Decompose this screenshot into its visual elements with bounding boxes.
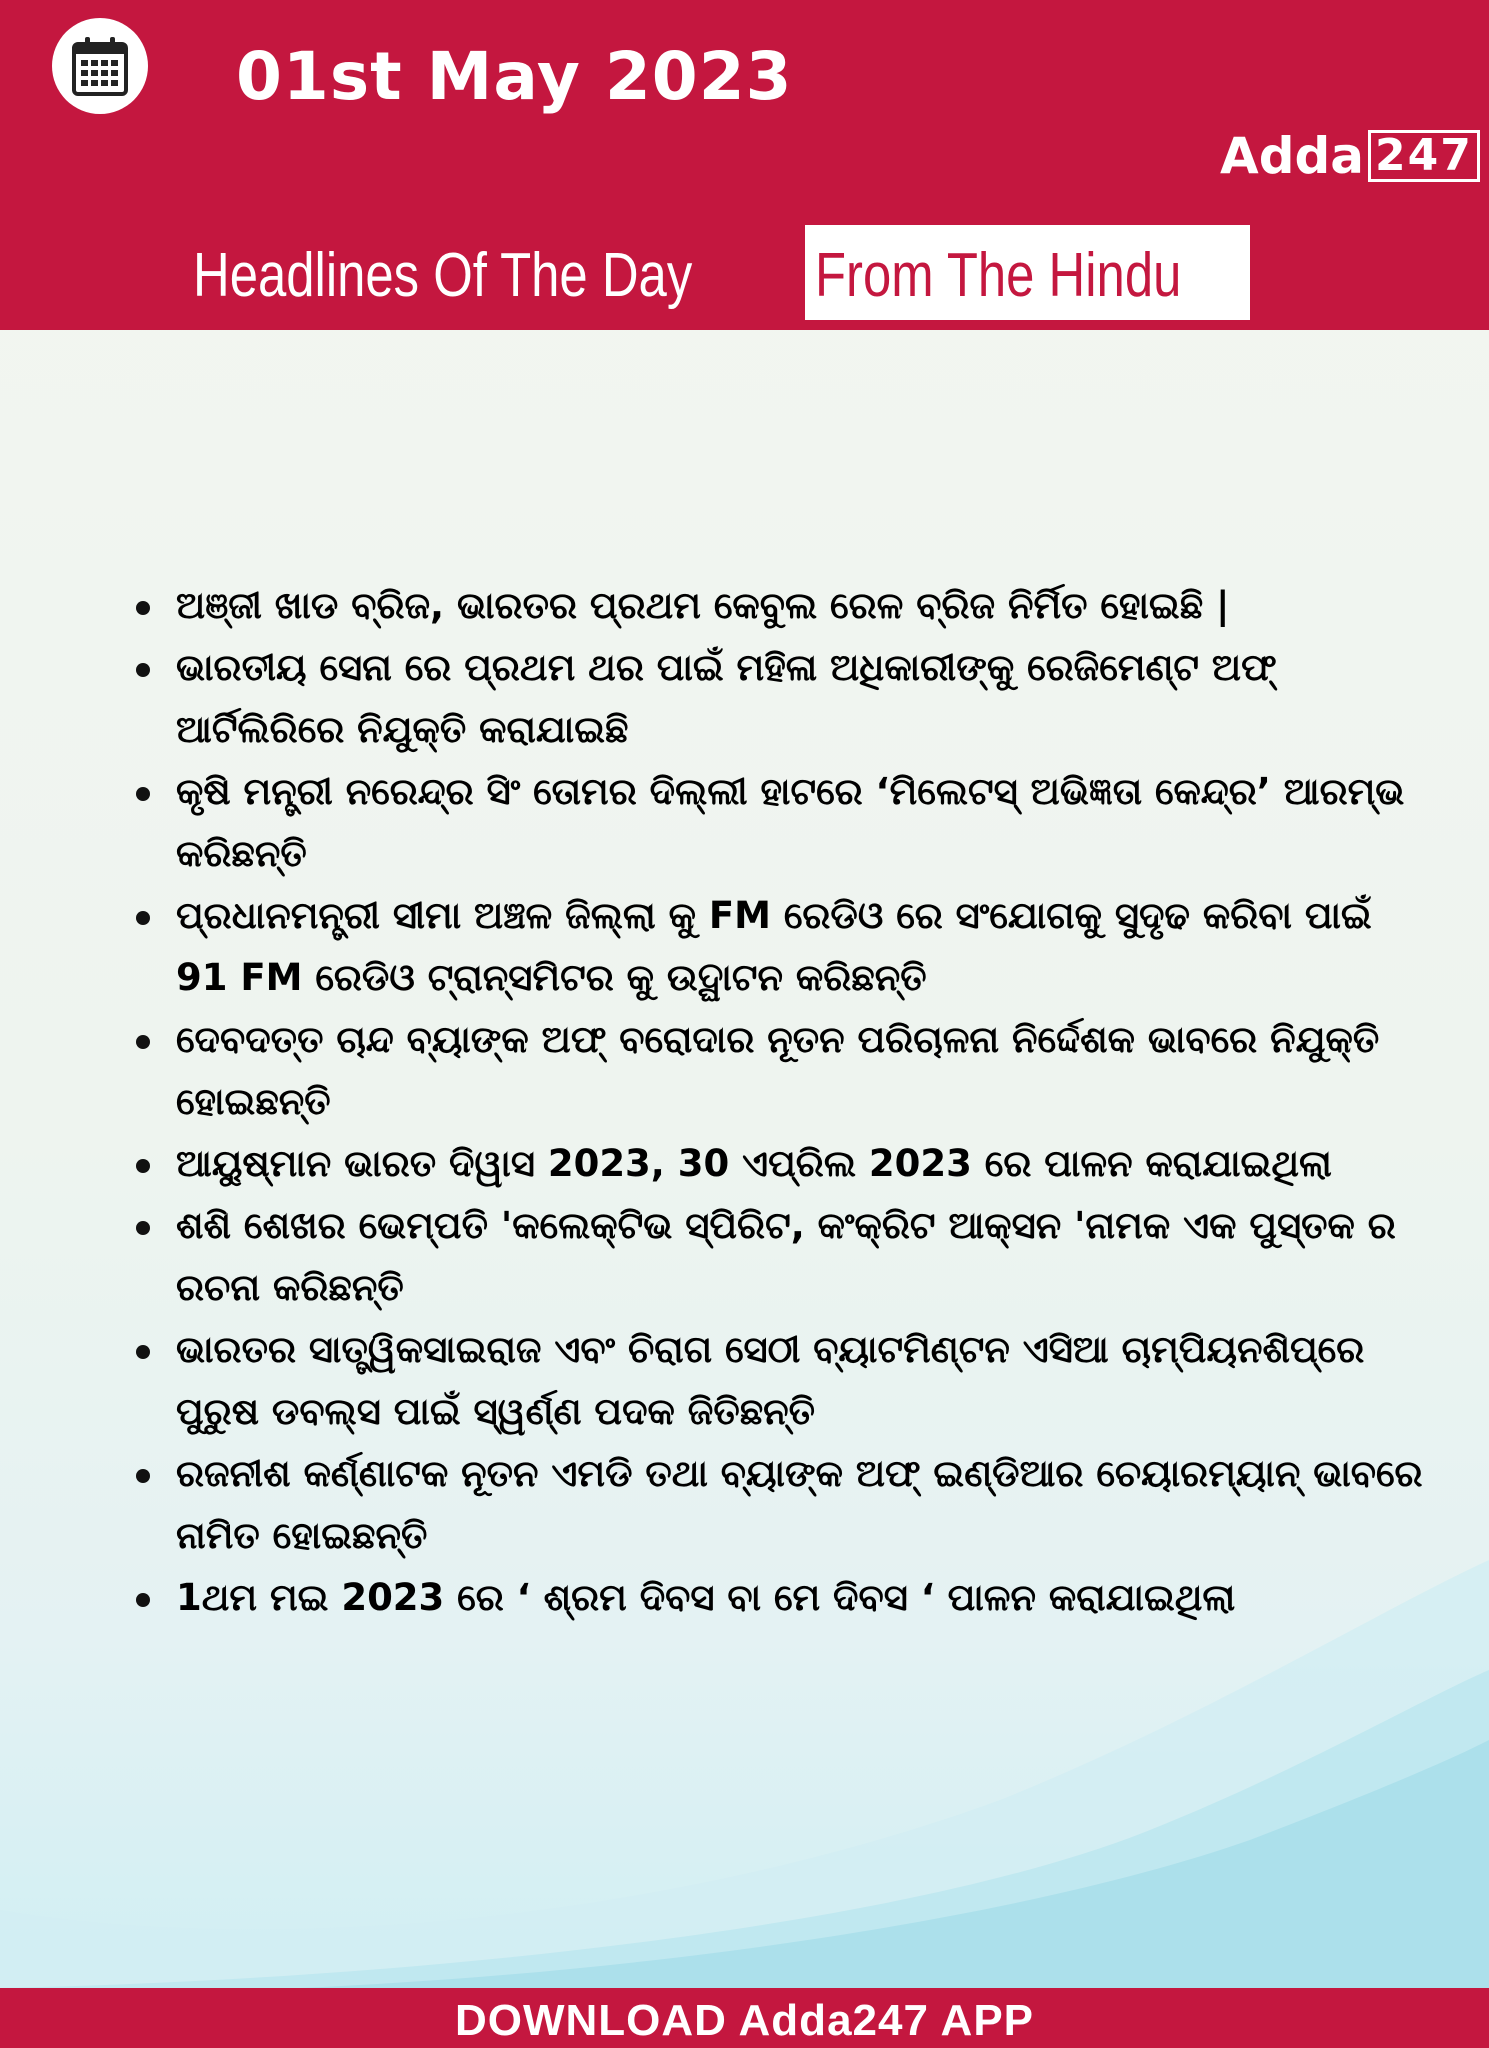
list-item: ରଜନୀଶ କର୍ଣ୍ଣାଟକ ନୂତନ ଏମଡି ତଥା ବ୍ୟାଙ୍କ ଅଫ୍ ଇଣ୍ଡିଆର ଚେୟାରମ୍ୟାନ୍ ଭାବରେ ନାମିତ ହୋଇଛନ୍ତି [136,1443,1436,1567]
calendar-icon [70,34,130,98]
brand-logo [1220,128,1480,184]
calendar-badge [52,18,148,114]
brand-number: 247 [1368,130,1480,182]
list-item: ଶଶି ଶେଖର ଭେମ୍ପତି 'କଲେକ୍ଟିଭ ସ୍ପିରିଟ, କଂକ୍ରିଟ ଆକ୍ସନ 'ନାମକ ଏକ ପୁସ୍ତକ ର ରଚନା କରିଛନ୍ତି [136,1195,1436,1319]
brand-name: Adda [1220,127,1365,185]
list-item: 1ଥମ ମଇ 2023 ରେ ‘ ଶ୍ରମ ଦିବସ ବା ମେ ଦିବସ ‘ ପାଳନ କରାଯାଇଥିଲା [136,1567,1436,1629]
headline-label: Headlines Of The Day [193,241,693,310]
headlines-list [136,575,1436,1629]
download-app-label[interactable]: DOWNLOAD Adda247 APP [454,1996,1035,2045]
list-item: ଅଞ୍ଜୀ ଖାଡ ବ୍ରିଜ, ଭାରତର ପ୍ରଥମ କେବୁଲ ରେଳ ବ୍ରିଜ ନିର୍ମିତ ହୋଇଛି | [136,575,1436,637]
source-box [805,225,1250,320]
list-item: ଆୟୁଷ୍ମାନ ଭାରତ ଦିୱାସ 2023, 30 ଏପ୍ରିଲ 2023 ରେ ପାଳନ କରାଯାଇଥିଲା [136,1133,1436,1195]
source-label: From The Hindu [815,241,1182,310]
header-banner [0,0,1489,330]
list-item: ଭାରତୀୟ ସେନା ରେ ପ୍ରଥମ ଥର ପାଇଁ ମହିଳା ଅଧିକାରୀଙ୍କୁ ରେଜିମେଣ୍ଟ ଅଫ୍ ଆର୍ଟିଲିରିରେ ନିଯୁକ୍ତି କରାଯାଇଛି [136,637,1436,761]
list-item: ଦେବଦତ୍ତ ଚାନ୍ଦ ବ୍ୟାଙ୍କ ଅଫ୍ ବରୋଦାର ନୂତନ ପରିଚାଳନା ନିର୍ଦ୍ଦେଶକ ଭାବରେ ନିଯୁକ୍ତି ହୋଇଛନ୍ତି [136,1009,1436,1133]
download-app-banner[interactable] [0,1988,1489,2048]
list-item: ଭାରତର ସାତ୍ତ୍ୱିକସାଇରାଜ ଏବଂ ଚିରାଗ ସେଠୀ ବ୍ୟାଟମିଣ୍ଟନ ଏସିଆ ଚାମ୍ପିୟନଶିପ୍‌ରେ ପୁରୁଷ ଡବଲ୍ସ ପାଇଁ ସ୍ୱର୍ଣ୍ଣ ପଦକ ଜିତିଛନ୍ତି [136,1319,1436,1443]
list-item: କୃଷି ମନ୍ତ୍ରୀ ନରେନ୍ଦ୍ର ସିଂ ତୋମର ଦିଲ୍ଲୀ ହାଟରେ ‘ମିଲେଟସ୍ ଅଭିଜ୍ଞତା କେନ୍ଦ୍ର’ ଆରମ୍ଭ କରିଛନ୍ତି [136,761,1436,885]
date-title: 01st May 2023 [236,38,793,115]
list-item: ପ୍ରଧାନମନ୍ତ୍ରୀ ସୀମା ଅଞ୍ଚଳ ଜିଲ୍ଲା କୁ FM ରେଡିଓ ରେ ସଂଯୋଗକୁ ସୁଦୃଢ କରିବା ପାଇଁ 91 FM ରେଡିଓ ଟ୍ରାନ୍ସମିଟର କୁ ଉଦ୍ଘାଟନ କରିଛନ୍ତି [136,885,1436,1009]
